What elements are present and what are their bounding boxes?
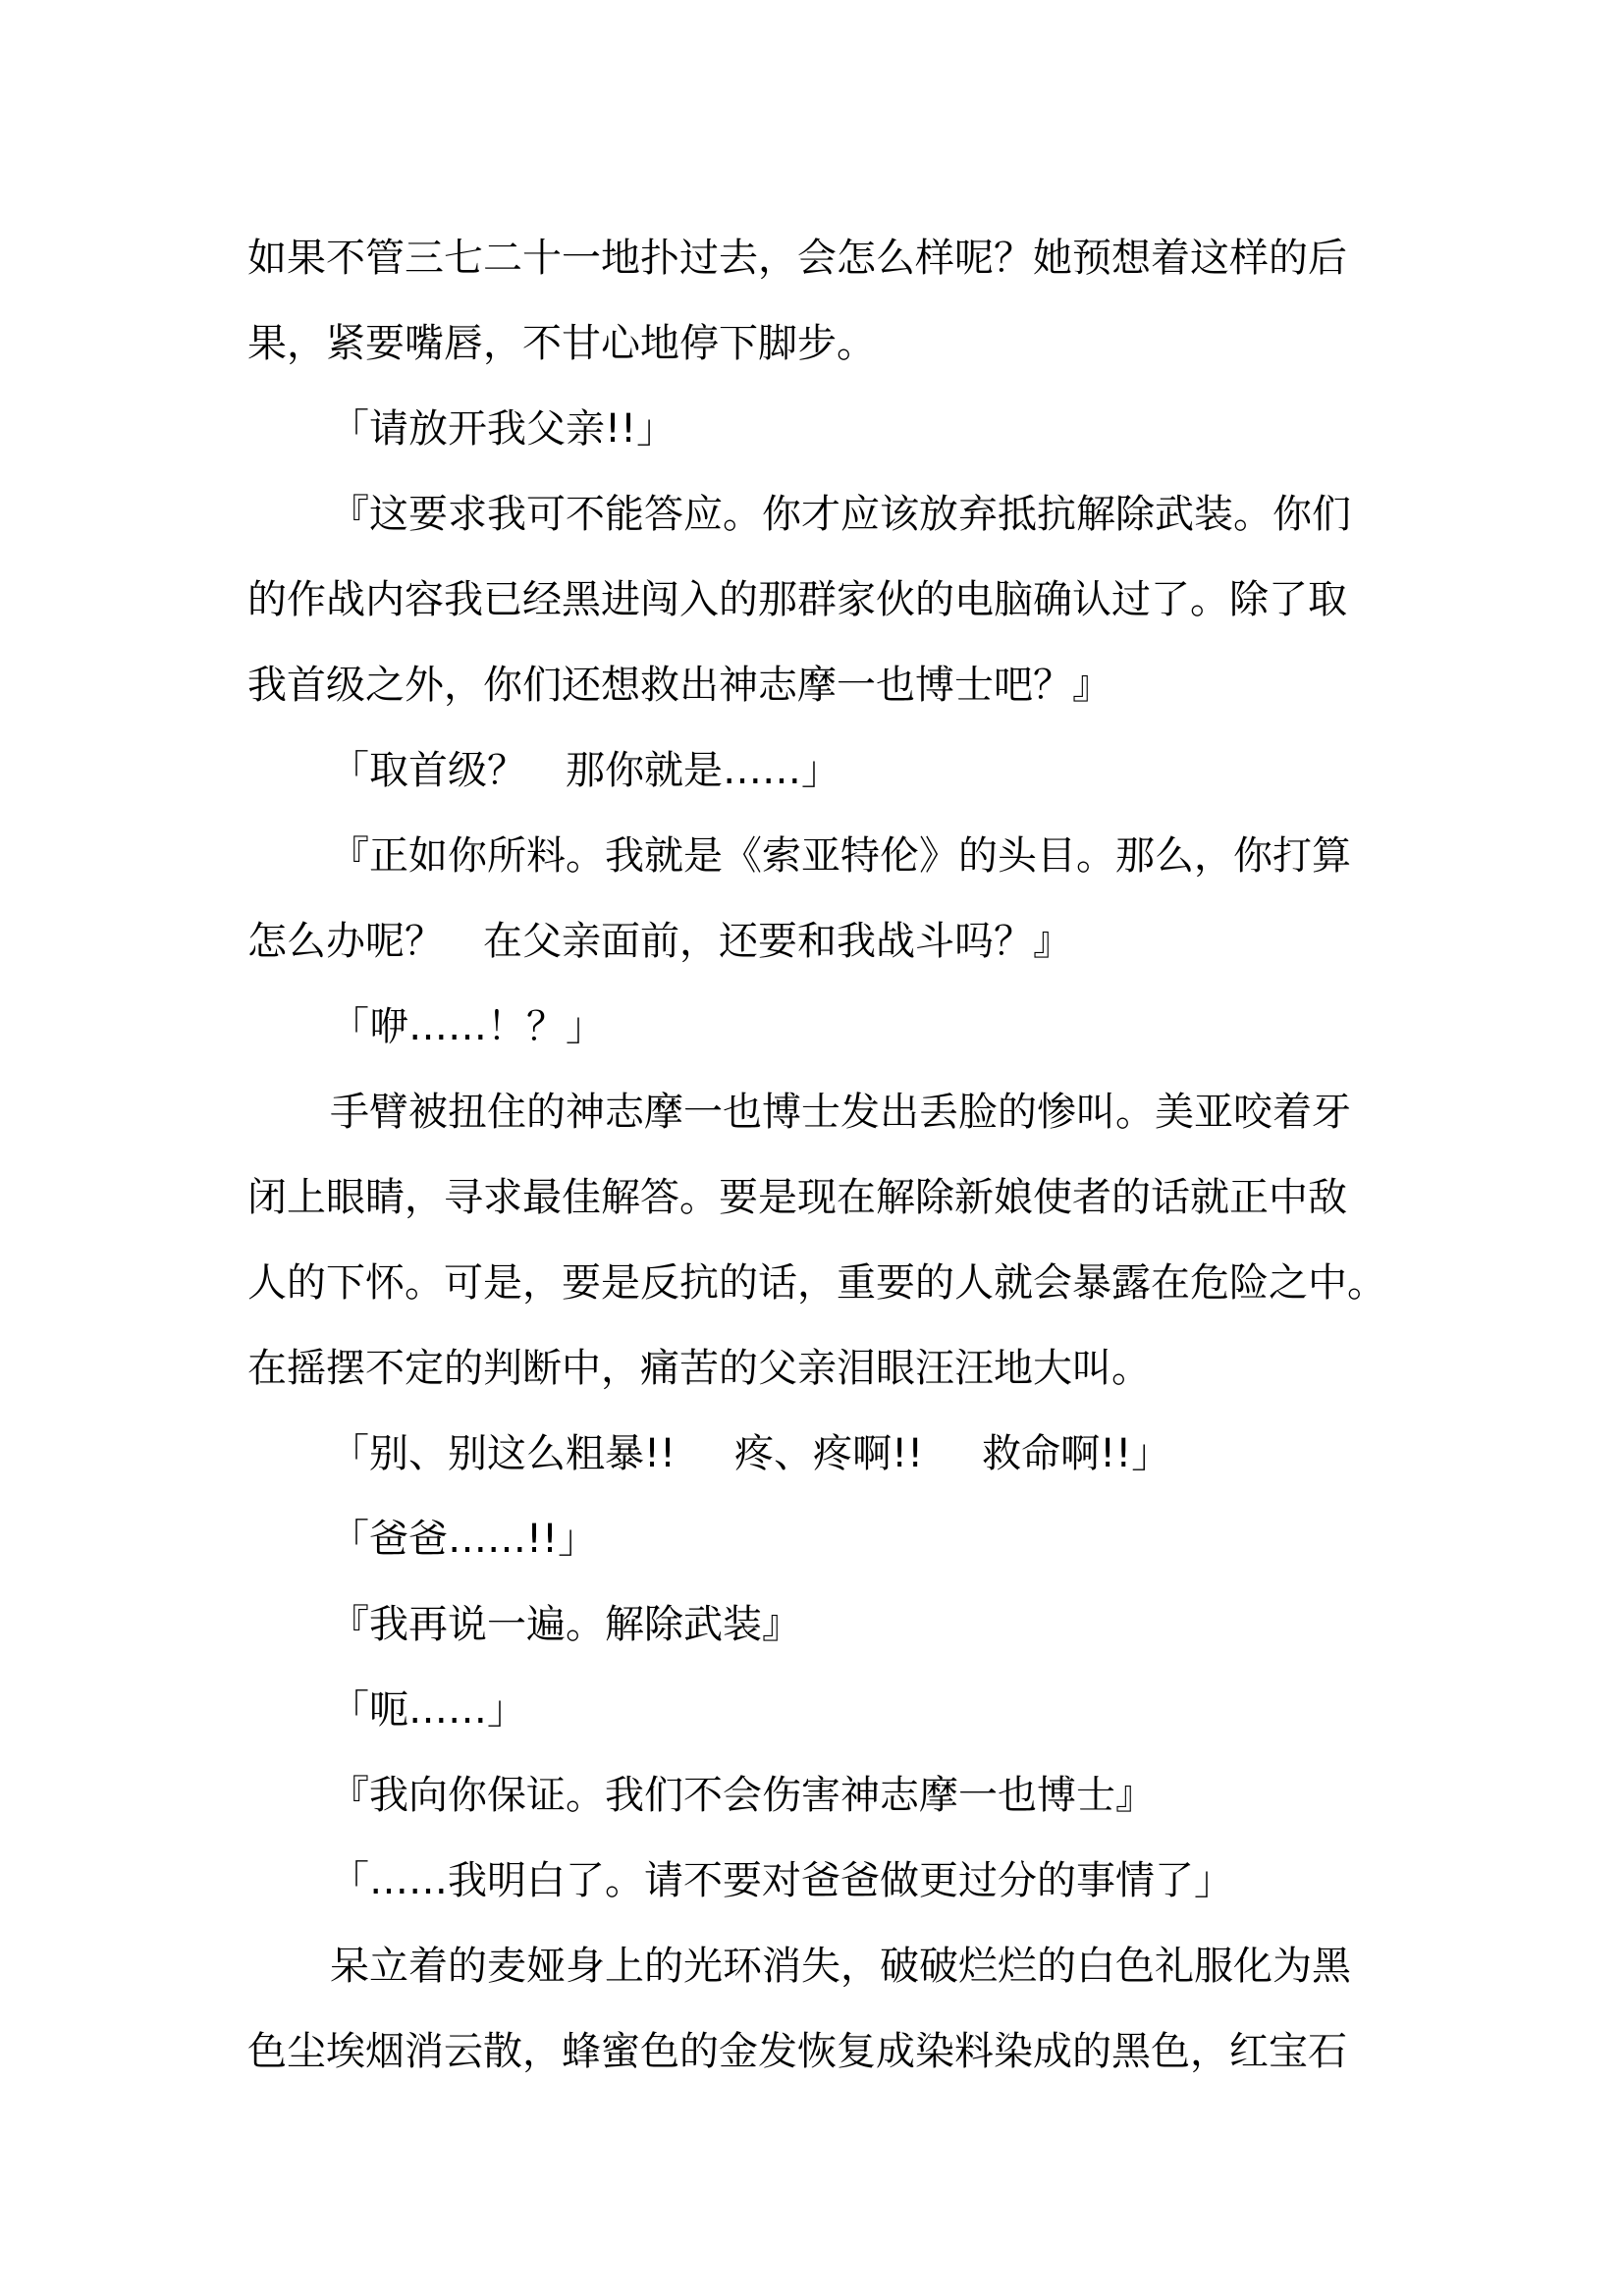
dialogue-line: 「呃……」 <box>330 1687 526 1733</box>
dialogue-line: 「取首级？ 那你就是……」 <box>330 748 840 793</box>
text-line: 的作战内容我已经黑进闯入的那群家伙的电脑确认过了。除了取 <box>247 577 1347 622</box>
paragraph-line: 呆立着的麦娅身上的光环消失，破破烂烂的白色礼服化为黑 <box>330 1944 1351 1989</box>
dialogue-line: 「……我明白了。请不要对爸爸做更过分的事情了」 <box>330 1858 1233 1903</box>
document-page <box>247 216 1386 2095</box>
text-line: 我首级之外，你们还想救出神志摩一也博士吧？』 <box>247 663 1111 708</box>
text-line: 如果不管三七二十一地扑过去，会怎么样呢？她预想着这样的后 <box>247 236 1347 281</box>
dialogue-line: 『这要求我可不能答应。你才应该放弃抵抗解除武装。你们 <box>330 492 1351 537</box>
dialogue-line: 「请放开我父亲!!」 <box>330 406 677 452</box>
dialogue-segment: 疼、疼啊!! <box>734 1431 924 1476</box>
dialogue-line: 『正如你所料。我就是《索亚特伦》的头目。那么，你打算 <box>330 833 1351 879</box>
dialogue-line: 「咿……！？」 <box>330 1004 605 1049</box>
text-line: 人的下怀。可是，要是反抗的话，重要的人就会暴露在危险之中。 <box>247 1260 1386 1306</box>
dialogue-segment: 「别、别这么粗暴!! <box>330 1431 677 1476</box>
dialogue-line: 「爸爸……!!」 <box>330 1517 598 1562</box>
text-line: 怎么办呢？ 在父亲面前，还要和我战斗吗？』 <box>247 919 1072 964</box>
text-line: 果，紧要嘴唇，不甘心地停下脚步。 <box>247 321 876 366</box>
text-line: 色尘埃烟消云散，蜂蜜色的金发恢复成染料染成的黑色，红宝石 <box>247 2029 1347 2074</box>
dialogue-line: 『我再说一遍。解除武装』 <box>330 1602 801 1647</box>
dialogue-line <box>247 1412 1386 1497</box>
text-line: 闭上眼睛，寻求最佳解答。要是现在解除新娘使者的话就正中敌 <box>247 1175 1347 1220</box>
text-line: 在摇摆不定的判断中，痛苦的父亲泪眼汪汪地大叫。 <box>247 1346 1151 1391</box>
dialogue-line: 『我向你保证。我们不会伤害神志摩一也博士』 <box>330 1773 1155 1818</box>
paragraph-line: 手臂被扭住的神志摩一也博士发出丢脸的惨叫。美亚咬着牙 <box>330 1090 1351 1135</box>
dialogue-segment: 救命啊!!」 <box>982 1431 1171 1476</box>
